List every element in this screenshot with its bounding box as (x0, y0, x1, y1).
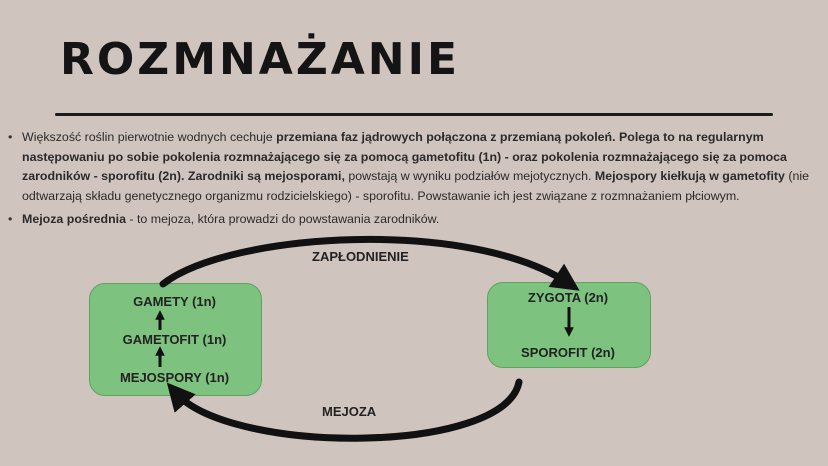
zygote-label: ZYGOTA (2n) (527, 290, 609, 305)
sporophyte-label: SPOROFIT (2n) (521, 345, 615, 360)
gametes-label: GAMETY (1n) (133, 294, 216, 309)
bullet-text: Większość roślin pierwotnie wodnych cechuje (22, 130, 277, 144)
bullet-bold-text: Zarodniki są mejosporami, (187, 169, 345, 183)
gametophyte-label: GAMETOFIT (1n) (122, 332, 227, 347)
bullet-bold-text: Mejospory kiełkują w gametofity (594, 169, 785, 183)
meiospores-label: MEJOSPORY (1n) (119, 370, 230, 385)
meiosis-label: MEJOZA (322, 404, 377, 419)
fertilization-label: ZAPŁODNIENIE (312, 249, 409, 264)
bullet-text: - to mejoza, która prowadzi do powstawania zarodników. (125, 212, 440, 226)
bullet-bold-text: Mejoza pośrednia (22, 212, 126, 226)
bullet-text: powstają w wyniku podziałów mejotycznych. (344, 169, 595, 183)
bullet-bold-text: przemiana faz jądrowych połączona z przemianą pokoleń. Polega to na regularnym następowaniu po sobie pokolenia rozmnażającego się za pomocą gametofitu (1n) - oraz pokolenia rozmnażającego się za pomoca zarodników - sporofitu (2n). (22, 130, 787, 183)
bullet-text: (nie odtwarzają składu genetycznego organizmu rodzicielskiego) - sporofitu. Powstawanie ich jest związane z rozmnażaniem płciowym. (22, 169, 810, 203)
slide-title: ROZMNAŻANIE (60, 34, 461, 85)
